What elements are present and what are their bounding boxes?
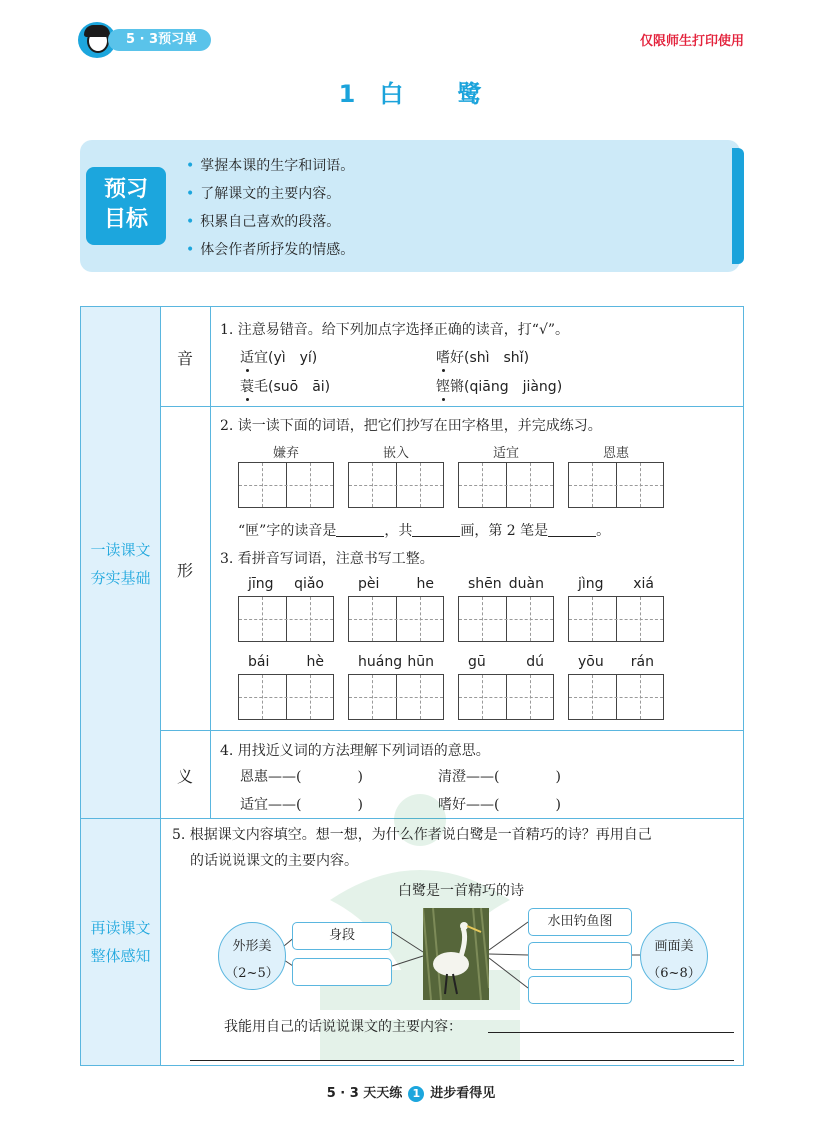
- section-second-line2: 整体感知: [90, 947, 151, 965]
- tianzige-grid[interactable]: [458, 462, 554, 508]
- q2-word: 恩惠: [602, 446, 629, 461]
- q4-item[interactable]: 适宜——( ): [240, 797, 363, 813]
- section-first-line2: 夯实基础: [90, 569, 151, 587]
- tianzige-grid[interactable]: [458, 596, 554, 642]
- goals-label-line2: 目标: [103, 207, 148, 232]
- lesson-number: 1: [338, 80, 358, 108]
- mind-map-right-box-1: 水田钓鱼图: [528, 908, 632, 936]
- goals-label-line1: 预习: [103, 177, 148, 202]
- tianzige-grid[interactable]: [568, 462, 664, 508]
- goal-item: • 积累自己喜欢的段落。: [186, 214, 341, 230]
- goals-box: [80, 140, 740, 272]
- q3-pinyin: gū dú: [468, 654, 544, 670]
- print-note: 仅限师生打印使用: [639, 34, 744, 49]
- goals-list: [186, 152, 354, 264]
- footer-left: 5 · 3 天天练: [326, 1086, 403, 1101]
- q4-item[interactable]: 恩惠——( ): [240, 769, 363, 785]
- series-badge: 5 · 3预习单: [108, 29, 211, 51]
- mind-map-title: 白鹭是一首精巧的诗: [398, 883, 524, 899]
- goals-label: [86, 167, 166, 245]
- tianzige-grid[interactable]: [458, 674, 554, 720]
- tianzige-grid[interactable]: [348, 596, 444, 642]
- q1-item[interactable]: 适宜(yì yí): [240, 350, 318, 366]
- q3-stem: 3. 看拼音写词语，注意书写工整。: [220, 551, 434, 567]
- q1-item[interactable]: 铿锵(qiāng jiàng): [436, 379, 563, 395]
- title-char-1: 白: [379, 80, 406, 108]
- mind-map-left-box-1: 身段: [292, 922, 392, 950]
- heron-photo: [423, 908, 489, 1000]
- q4-item[interactable]: 嗜好——( ): [438, 797, 561, 813]
- q2-word: 嫌弃: [272, 446, 299, 461]
- page-header: [78, 22, 748, 58]
- q3-pinyin: jīng qiǎo: [248, 576, 324, 592]
- q4-stem: 4. 用找近义词的方法理解下列词语的意思。: [220, 743, 490, 759]
- sub-label-xing: 形: [177, 561, 194, 580]
- lesson-title: [0, 74, 822, 109]
- answer-blank[interactable]: [548, 523, 596, 537]
- q5-stem-line2: 的话说说课文的主要内容。: [190, 853, 358, 869]
- page-footer: [0, 1082, 822, 1102]
- footer-page-number: 1: [408, 1086, 424, 1102]
- tianzige-grid[interactable]: [568, 674, 664, 720]
- q4-item[interactable]: 清澄——( ): [438, 769, 561, 785]
- q3-pinyin: huáng hūn: [358, 654, 434, 670]
- sub-label-yi: 义: [177, 767, 194, 786]
- answer-blank[interactable]: [412, 523, 460, 537]
- tianzige-grid[interactable]: [238, 462, 334, 508]
- summary-line-2[interactable]: [190, 1060, 734, 1061]
- q2-word: 适宜: [492, 446, 519, 461]
- tianzige-grid[interactable]: [568, 596, 664, 642]
- q1-stem: 1. 注意易错音。给下列加点字选择正确的读音，打“√”。: [220, 322, 570, 338]
- section-first-label: [81, 307, 160, 818]
- title-char-2: 鹭: [457, 80, 484, 108]
- answer-blank[interactable]: [336, 523, 384, 537]
- mind-map-right-box-3[interactable]: [528, 976, 632, 1004]
- q5-stem-line1: 5. 根据课文内容填空。想一想，为什么作者说白鹭是一首精巧的诗？再用自己: [172, 827, 652, 843]
- goal-item: • 了解课文的主要内容。: [186, 186, 341, 202]
- q2-stem: 2. 读一读下面的词语，把它们抄写在田字格里，并完成练习。: [220, 418, 602, 434]
- tianzige-grid[interactable]: [238, 674, 334, 720]
- section-first-line1: 一读课文: [90, 541, 151, 559]
- q3-pinyin: yōu rán: [578, 654, 654, 670]
- tianzige-grid[interactable]: [238, 596, 334, 642]
- q2-word: 嵌入: [382, 446, 409, 461]
- section-second-line1: 再读课文: [90, 919, 151, 937]
- mind-map-right-oval: 画面美 （6~8）: [640, 922, 708, 990]
- q3-pinyin: bái hè: [248, 654, 324, 670]
- mind-map-right-box-2[interactable]: [528, 942, 632, 970]
- q2-fill-sentence: “匣”字的读音是 ，共 画，第 2 笔是 。: [238, 523, 611, 539]
- goal-item: • 掌握本课的生字和词语。: [186, 158, 355, 174]
- goals-tab-decoration: [732, 148, 744, 264]
- sub-label-yin: 音: [177, 349, 194, 368]
- q3-pinyin: jìng xiá: [578, 576, 654, 592]
- q1-item[interactable]: 蓑毛(suō āi): [240, 379, 331, 395]
- q3-pinyin: pèi he: [358, 576, 434, 592]
- goal-item: • 体会作者所抒发的情感。: [186, 242, 355, 258]
- tianzige-grid[interactable]: [348, 674, 444, 720]
- q1-item[interactable]: 嗜好(shì shǐ): [436, 350, 530, 366]
- mind-map-left-box-2[interactable]: [292, 958, 392, 986]
- summary-line-1[interactable]: [488, 1032, 734, 1033]
- footer-right: 进步看得见: [430, 1086, 496, 1101]
- tianzige-grid[interactable]: [348, 462, 444, 508]
- summary-prompt: 我能用自己的话说说课文的主要内容：: [224, 1019, 462, 1035]
- mind-map-left-oval: 外形美 （2~5）: [218, 922, 286, 990]
- q3-pinyin: shēn duàn: [468, 576, 544, 592]
- section-second-label: [81, 819, 160, 1065]
